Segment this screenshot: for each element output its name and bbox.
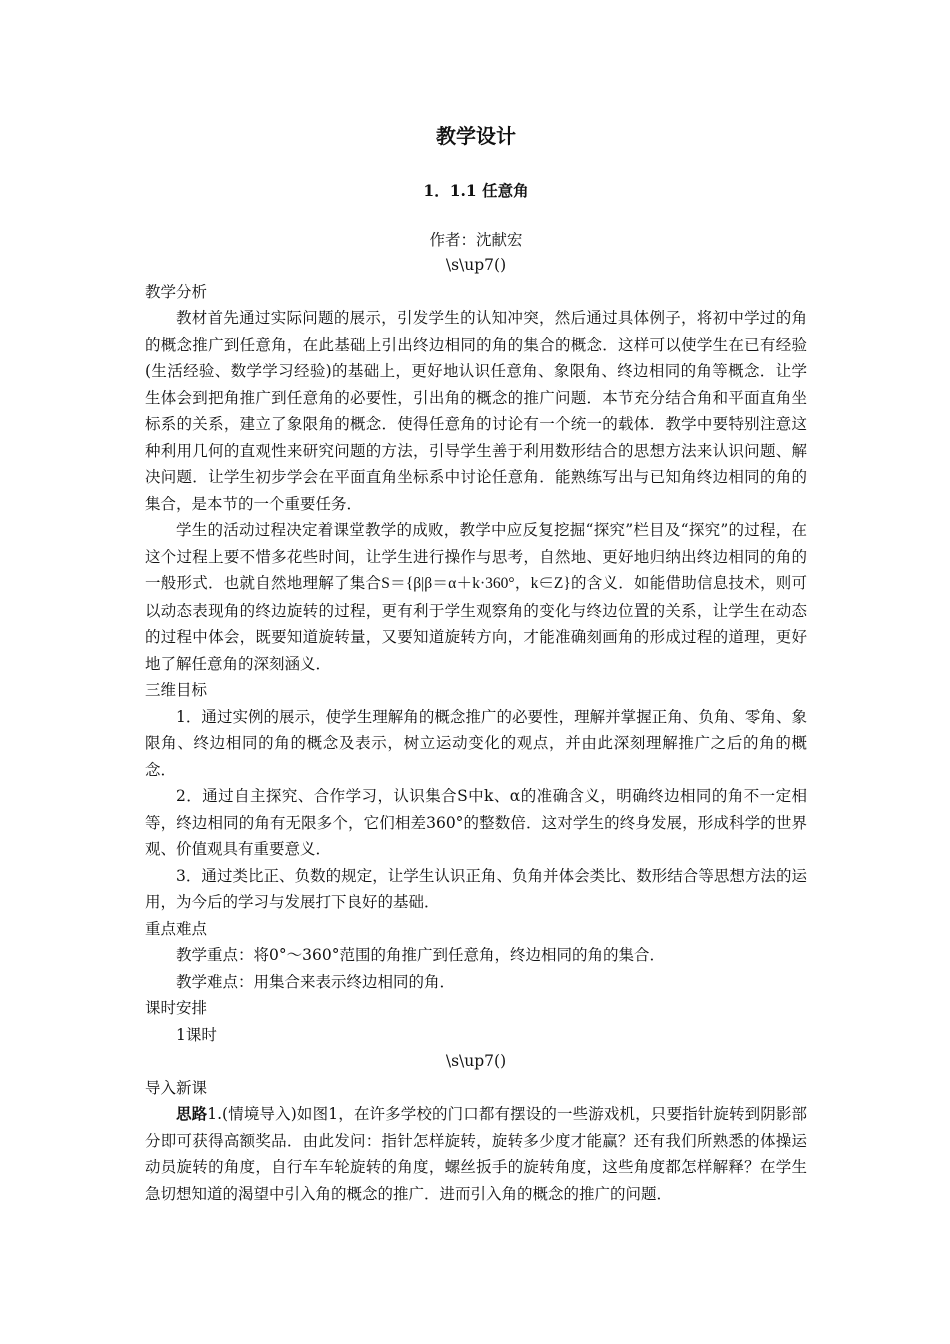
- author-line: 作者：沈献宏: [429, 231, 523, 249]
- heading-goals: 三维目标: [145, 681, 208, 699]
- intro-label: 思路: [176, 1104, 208, 1123]
- field-code-marker: \s\up7(): [445, 256, 507, 274]
- goal-item-1: 1．通过实例的展示，使学生理解角的概念推广的必要性，理解并掌握正角、负角、零角、象限角、终边相同的角的概念及表示，树立运动变化的观点，并由此深刻理解推广之后的角的概念．: [145, 707, 807, 779]
- analysis-text-part-2: 的含义．如能借助信息技术，则可以动态表现角的终边旋转的过程，更有利于学生观察角的变化与终边位置的关系，让学生在动态的过程中体会，既要知道旋转量，又要知道旋转方向，才能准确刻画角的形成过程的道理，更好地了解任意角的深刻涵义．: [145, 574, 807, 673]
- difficult-point: 教学难点：用集合来表示终边相同的角．: [176, 972, 456, 991]
- heading-schedule: 课时安排: [145, 999, 208, 1017]
- analysis-text-part-1: 学生的活动过程决定着课堂教学的成败，教学中应反复挖掘“探究”栏目及“探究”的过程，在这个过程上要不惜多花些时间，让学生进行操作与思考，自然地、更好地归纳出终边相同的角的一般形式．也就自然地理解了集合: [145, 521, 807, 592]
- analysis-paragraph-2: [145, 517, 807, 677]
- goal-item-2: 2．通过自主探究、合作学习，认识集合S中k、α的准确含义，明确终边相同的角不一定相等，终边相同的角有无限多个，它们相差360°的整数倍．这对学生的终身发展，形成科学的世界观、价值观具有重要意义．: [145, 787, 807, 858]
- set-formula: S＝{β|β＝α＋k·360°，k∈Z}: [381, 575, 571, 592]
- section-subtitle: 1．1.1 任意角: [423, 181, 529, 200]
- heading-teaching-analysis: 教学分析: [145, 282, 208, 301]
- document-body: [145, 118, 807, 1207]
- class-hours: 1课时: [176, 1025, 217, 1044]
- key-point: 教学重点：将0°～360°范围的角推广到任意角，终边相同的角的集合．: [176, 946, 665, 964]
- intro-text: 1.(情境导入)如图1，在许多学校的门口都有摆设的一些游戏机，只要指针旋转到阴影部分即可获得高额奖品．由此发问：指针怎样旋转，旋转多少度才能赢？还有我们所熟悉的体操运动员旋转的角度，自行车车轮旋转的角度，螺丝扳手的旋转角度，这些角度都怎样解释？在学生急切想知道的渴望中引入角的概念的推广．进而引入角的概念的推广的问题．: [145, 1105, 807, 1203]
- page-title: 教学设计: [436, 124, 516, 148]
- intro-paragraph: [145, 1101, 807, 1207]
- heading-introduction: 导入新课: [145, 1078, 208, 1097]
- field-code-marker: \s\up7(): [445, 1052, 507, 1070]
- goal-item-3: 3．通过类比正、负数的规定，让学生认识正角、负角并体会类比、数形结合等思想方法的运用，为今后的学习与发展打下良好的基础．: [145, 866, 807, 911]
- heading-key-points: 重点难点: [145, 919, 208, 938]
- analysis-paragraph-1: 教材首先通过实际问题的展示，引发学生的认知冲突，然后通过具体例子，将初中学过的角的概念推广到任意角，在此基础上引出终边相同的角的集合的概念．这样可以使学生在已有经验(生活经验、数学学习经验)的基础上，更好地认识任意角、象限角、终边相同的角等概念．让学生体会到把角推广到任意角的必要性，引出角的概念的推广问题．本节充分结合角和平面直角坐标系的关系，建立了象限角的概念．使得任意角的讨论有一个统一的载体．教学中要特别注意这种利用几何的直观性来研究问题的方法，引导学生善于利用数形结合的思想方法来认识问题、解决问题．让学生初步学会在平面直角坐标系中讨论任意角．能熟练写出与已知角终边相同的角的集合，是本节的一个重要任务．: [145, 309, 807, 513]
